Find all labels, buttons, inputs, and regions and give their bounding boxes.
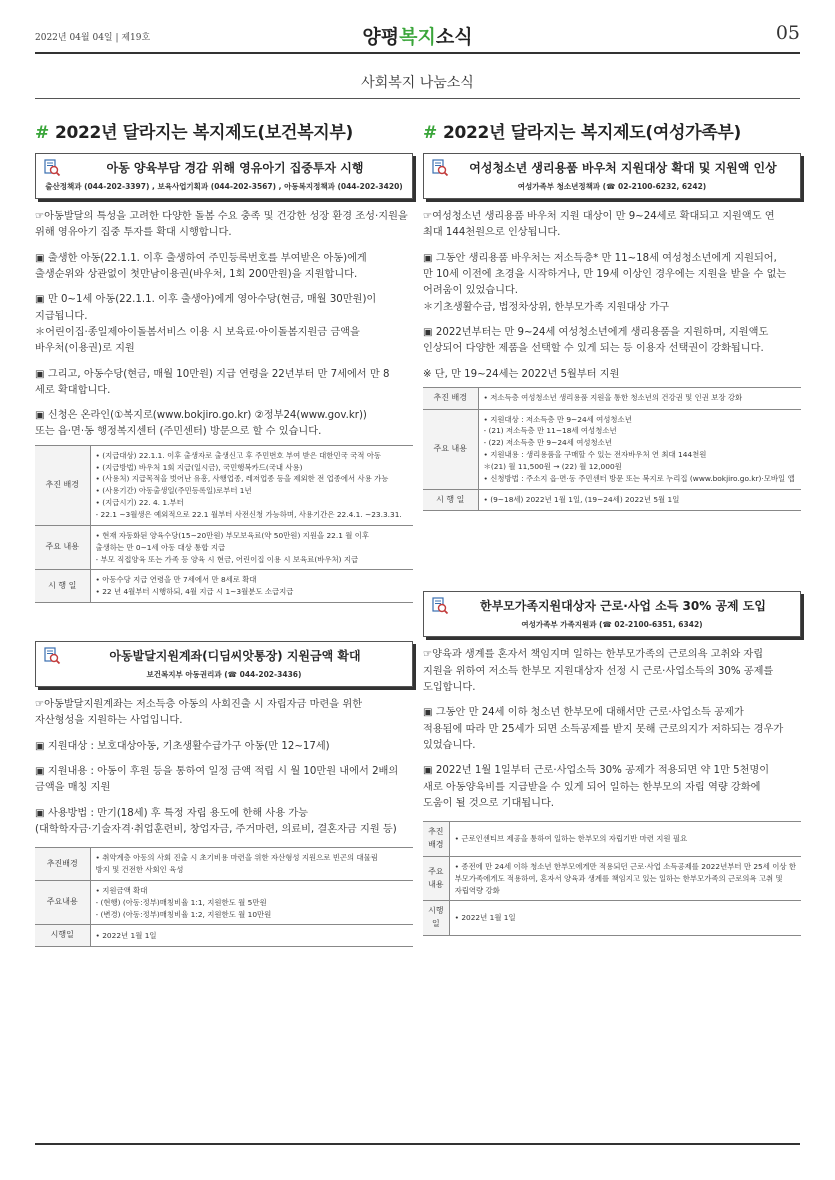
text-line: 또는 읍·면·동 행정복지센터 (주민센터) 방문으로 할 수 있습니다. bbox=[35, 426, 322, 438]
summary-table bbox=[423, 821, 801, 936]
right-headline-text: 2022년 달라지는 복지제도(여성가족부) bbox=[442, 123, 741, 143]
paragraph bbox=[35, 764, 413, 797]
paragraph bbox=[423, 209, 801, 242]
table-row bbox=[35, 525, 413, 570]
text-line: ※ 단, 만 19~24세는 2022년 5월부터 지원 bbox=[423, 368, 620, 380]
table-row bbox=[35, 880, 413, 925]
paragraph bbox=[35, 367, 413, 400]
row-header: 추진 배경 bbox=[423, 387, 478, 409]
table-line: 부모가족에게도 적용하여, 혼자서 양육과 생계를 책임지고 있는 일하는 한부모가족의 근로의욕 고취 및 bbox=[454, 873, 783, 883]
text-line: 새로 아동양육비를 지급받을 수 있게 되어 일하는 한부모의 자립 역량 강화에 bbox=[423, 781, 761, 793]
table-line: • 2022년 1월 1일 bbox=[95, 930, 157, 940]
text-line: ＊기초생활수급, 법정차상위, 한부모가족 지원대상 가구 bbox=[423, 301, 670, 313]
title-part-2: 복지 bbox=[399, 26, 436, 48]
text-line: ▣ 2022년 1월 1일부터 근로·사업소득 30% 공제가 적용되면 약 1만 5천명이 bbox=[423, 765, 770, 777]
text-line: 도움이 될 것으로 기대됩니다. bbox=[423, 797, 555, 809]
table-line: • 22 년 4월부터 시행하되, 4월 지급 시 1~3월분도 소급지급 bbox=[95, 587, 294, 597]
row-content bbox=[90, 925, 413, 947]
table-line: 방지 및 건전한 사회인 육성 bbox=[95, 865, 184, 875]
left-headline-text: 2022년 달라지는 복지제도(보건복지부) bbox=[54, 123, 353, 143]
section-label: 사회복지 나눔소식 bbox=[361, 75, 474, 91]
text-line: ▣ 2022년부터는 만 9~24세 여성청소년에게 생리용품을 지원하며, 지원액도 bbox=[423, 326, 769, 338]
table-row bbox=[423, 822, 801, 857]
table-line: • (지급방법) 바우처 1회 지급(일시금), 국민행복카드(국내 사용) bbox=[95, 462, 303, 472]
row-content bbox=[449, 901, 801, 936]
row-content bbox=[90, 848, 413, 881]
paragraph bbox=[35, 251, 413, 284]
article-contact: 여성가족부 청소년정책과 (☎ 02-2100-6232, 6242) bbox=[517, 182, 707, 191]
paragraph bbox=[423, 647, 801, 696]
text-line: 금액을 매칭 지원 bbox=[35, 782, 111, 794]
table-row bbox=[35, 925, 413, 947]
table-line: • 근로인센티브 제공을 통하여 일하는 한부모의 자립기반 마련 지원 필요 bbox=[454, 834, 688, 844]
table-line: - (변경) (아동:정부)매칭비율 1:2, 지원한도 월 10만원 bbox=[95, 909, 272, 919]
article-title: 아동 양육부담 경감 위해 영유아기 집중투자 시행 bbox=[106, 161, 364, 175]
table-line: • 신청방법 : 주소지 읍·면·동 주민센터 방문 또는 복지로 누리집 (www.bokjiro.go.kr)·모바일 앱 bbox=[483, 473, 795, 483]
text-line: ▣ 지원대상 : 보호대상아동, 기초생활수급가구 아동(만 12~17세) bbox=[35, 740, 330, 752]
article-title: 아동발달지원계좌(디딤씨앗통장) 지원금액 확대 bbox=[109, 649, 361, 664]
text-line: ▣ 사용방법 : 만기(18세) 후 특정 자립 용도에 한해 사용 가능 bbox=[35, 807, 309, 819]
article-body bbox=[35, 209, 413, 441]
text-line: 도입합니다. bbox=[423, 682, 476, 694]
table-line: • (사용기간) 아동출생일(주민등록일)로부터 1년 bbox=[95, 486, 252, 496]
article-title-box bbox=[423, 153, 801, 199]
row-content bbox=[478, 489, 801, 511]
table-row bbox=[35, 848, 413, 881]
title-part-3: 소식 bbox=[435, 26, 473, 48]
row-header: 추진배경 bbox=[35, 848, 90, 881]
paragraph bbox=[35, 739, 413, 755]
article-contact: 여성가족부 가족지원과 (☎ 02-2100-6351, 6342) bbox=[521, 620, 703, 630]
row-header: 시행일 bbox=[423, 901, 449, 936]
text-line: 위해 영유아기 집중 투자를 확대 시행합니다. bbox=[35, 227, 232, 239]
text-line: ＊어린이집·종일제아이돌봄서비스 이용 시 보육료·아이돌봄지원금 금액을 bbox=[35, 326, 360, 338]
text-line: 있었습니다. bbox=[423, 740, 476, 752]
text-line: ☞아동발달의 특성을 고려한 다양한 돌봄 수요 충족 및 건강한 성장 환경 조성·지원을 bbox=[35, 211, 408, 222]
row-content bbox=[90, 570, 413, 603]
table-line: - 22.1 ~3월생은 예외적으로 22.1 월부터 사전신청 가능하며, 사용기간은 22.4.1. ~23.3.31. bbox=[95, 509, 402, 519]
right-article-1 bbox=[423, 153, 801, 511]
text-line: ▣ 그동안 생리용품 바우처는 저소득층* 만 11~18세 여성청소년에게 지원되어, bbox=[423, 252, 777, 264]
table-line: • (9~18세) 2022년 1월 1일, (19~24세) 2022년 5월 1일 bbox=[483, 495, 680, 505]
footer-divider bbox=[35, 1143, 800, 1145]
paragraph bbox=[35, 209, 413, 242]
table-line: - (현행) (아동:정부)매칭비율 1:1, 지원한도 월 5만원 bbox=[95, 897, 267, 907]
text-line: 적용됨에 따라 만 25세가 되면 소득공제를 받지 못해 근로의지가 저하되는 경우가 bbox=[423, 723, 784, 735]
row-header: 주요 내용 bbox=[423, 409, 478, 489]
left-article-1 bbox=[35, 153, 413, 603]
text-line: ▣ 지원내용 : 아동이 후원 등을 통하여 일정 금액 적립 시 월 10만원 내에서 2배의 bbox=[35, 765, 399, 777]
row-content bbox=[90, 525, 413, 570]
text-line: ▣ 출생한 아동(22.1.1. 이후 출생하여 주민등록번호를 부여받은 아동)에게 bbox=[35, 252, 367, 264]
right-headline bbox=[423, 118, 801, 143]
table-line: - (22) 저소득층 만 9~24세 여성청소년 bbox=[483, 438, 612, 448]
table-row bbox=[423, 901, 801, 936]
table-line: • 저소득층 여성청소년 생리용품 지원을 통한 청소년의 건강권 및 인권 보장 강화 bbox=[483, 393, 743, 403]
text-line: 어려움이 있었습니다. bbox=[423, 285, 519, 297]
issue-date: 2022년 04월 04일 | 제19호 bbox=[35, 33, 151, 43]
left-headline bbox=[35, 118, 413, 143]
table-row bbox=[423, 409, 801, 489]
article-body bbox=[35, 697, 413, 838]
article-title-box bbox=[35, 641, 413, 687]
table-line: ＊(21) 월 11,500원 → (22) 월 12,000원 bbox=[483, 461, 622, 471]
table-row bbox=[423, 387, 801, 409]
article-title: 여성청소년 생리용품 바우처 지원대상 확대 및 지원액 인상 bbox=[469, 161, 777, 175]
summary-table bbox=[35, 847, 413, 947]
hash-mark: # bbox=[423, 123, 437, 143]
row-header: 주요내용 bbox=[35, 880, 90, 925]
table-line: - (21) 저소득층 만 11~18세 여성청소년 bbox=[483, 426, 617, 436]
text-line: 지급됩니다. bbox=[35, 310, 88, 322]
masthead bbox=[35, 18, 800, 54]
right-article-2 bbox=[423, 591, 801, 936]
table-row bbox=[423, 856, 801, 901]
table-row bbox=[423, 489, 801, 511]
text-line: 최대 144천원으로 인상됩니다. bbox=[423, 227, 561, 239]
left-column bbox=[35, 118, 413, 947]
magnifier-document-icon bbox=[431, 159, 449, 177]
summary-table bbox=[35, 445, 413, 603]
text-line: ☞아동발달지원계좌는 저소득층 아동의 사회진출 시 자립자금 마련을 위한 bbox=[35, 699, 363, 711]
table-line: • 지원대상 : 저소득층 만 9~24세 여성청소년 bbox=[483, 414, 632, 424]
right-column bbox=[423, 118, 801, 936]
article-title: 한부모가족지원대상자 근로·사업 소득 30% 공제 도입 bbox=[479, 599, 766, 614]
row-header: 시 행 일 bbox=[35, 570, 90, 603]
text-line: ▣ 신청은 온라인(①복지로(www.bokjiro.go.kr) ②정부24(www.gov.kr)) bbox=[35, 410, 367, 422]
table-line: • 지원금액 확대 bbox=[95, 885, 148, 895]
paragraph bbox=[423, 367, 801, 383]
table-line: - 부모 직접양육 또는 가족 등 양육 시 현금, 어린이집 이용 시 보육료(바우처) 지급 bbox=[95, 554, 359, 564]
left-article-2 bbox=[35, 641, 413, 947]
text-line: 세로 확대합니다. bbox=[35, 384, 111, 396]
table-line: • 아동수당 지급 연령을 만 7세에서 만 8세로 확대 bbox=[95, 575, 257, 585]
row-content bbox=[90, 445, 413, 525]
row-content bbox=[449, 822, 801, 857]
text-line: 만 10세 이전에 초경을 시작하거나, 만 19세 이상인 경우에는 지원을 받을 수 없는 bbox=[423, 268, 787, 280]
article-contact: 보건복지부 아동권리과 (☎ 044-202-3436) bbox=[146, 670, 302, 680]
paragraph bbox=[35, 806, 413, 839]
article-title-box bbox=[35, 153, 413, 199]
table-line: • 2022년 1월 1일 bbox=[454, 913, 516, 923]
table-line: • (지급시기) 22. 4. 1.부터 bbox=[95, 498, 184, 508]
row-content bbox=[478, 387, 801, 409]
text-line: ▣ 그리고, 아동수당(현금, 매월 10만원) 지급 연령을 22년부터 만 7세에서 만 8 bbox=[35, 368, 390, 380]
text-line: ▣ 그동안 만 24세 이하 청소년 한부모에 대해서만 근로·사업소득 공제가 bbox=[423, 707, 744, 719]
paragraph bbox=[423, 763, 801, 812]
text-line: ☞양육과 생계를 혼자서 책임지며 일하는 한부모가족의 근로의욕 고취와 자립 bbox=[423, 649, 764, 661]
text-line: 지원을 위하여 저소득 한부모 지원대상자 선정 시 근로·사업소득의 30% 공제를 bbox=[423, 665, 774, 677]
text-line: 바우처(이용권)로 지원 bbox=[35, 343, 135, 355]
article-body bbox=[423, 647, 801, 812]
table-line: 출생하는 만 0~1세 아동 대상 통합 지급 bbox=[95, 542, 226, 552]
text-line: 인상되어 다양한 제품을 선택할 수 있게 되는 등 이용자 선택권이 강화됩니다. bbox=[423, 343, 764, 355]
row-content bbox=[90, 880, 413, 925]
table-line: • (지급대상) 22.1.1. 이후 출생자로 출생신고 후 주민번호 부여 받은 대한민국 국적 아동 bbox=[95, 450, 381, 460]
text-line: (대학학자금·기술자격·취업훈련비, 창업자금, 주거마련, 의료비, 결혼자금 지원 등) bbox=[35, 823, 397, 835]
text-line: 자산형성을 지원하는 사업입니다. bbox=[35, 715, 183, 727]
table-row bbox=[35, 445, 413, 525]
magnifier-document-icon bbox=[431, 597, 449, 615]
row-content bbox=[478, 409, 801, 489]
row-header: 시 행 일 bbox=[423, 489, 478, 511]
row-header: 주요 내용 bbox=[35, 525, 90, 570]
text-line: ☞여성청소년 생리용품 바우처 지원 대상이 만 9~24세로 확대되고 지원액도 연 bbox=[423, 211, 775, 222]
text-line: ▣ 만 0~1세 아동(22.1.1. 이후 출생아)에게 영아수당(현금, 매월 30만원)이 bbox=[35, 294, 377, 306]
magnifier-document-icon bbox=[43, 159, 61, 177]
row-header: 시행일 bbox=[35, 925, 90, 947]
table-row bbox=[35, 570, 413, 603]
row-content bbox=[449, 856, 801, 901]
page-number: 05 bbox=[775, 22, 800, 44]
title-part-1: 양평 bbox=[362, 26, 400, 48]
section-divider bbox=[35, 98, 800, 99]
table-line: • 지원내용 : 생리용품을 구매할 수 있는 전자바우처 연 최대 144천원 bbox=[483, 450, 707, 460]
text-line: 출생순위와 상관없이 첫만남이용권(바우처, 1회 200만원)을 지원합니다. bbox=[35, 268, 358, 280]
table-line: • 현재 자동화된 양육수당(15~20만원) 부모보육료(약 50만원) 지원을 22.1 월 이후 bbox=[95, 530, 370, 540]
row-header: 추진배경 bbox=[423, 822, 449, 857]
paragraph bbox=[35, 292, 413, 357]
article-contact: 출산정책과 (044-202-3397) , 보육사업기획과 (044-202-3567) , 아동복지정책과 (044-202-3420) bbox=[45, 182, 403, 191]
paragraph bbox=[423, 705, 801, 754]
paragraph bbox=[35, 408, 413, 441]
paragraph bbox=[423, 251, 801, 316]
summary-table bbox=[423, 387, 801, 512]
table-line: • 종전에 만 24세 이하 청소년 한부모에게만 적용되던 근로·사업 소득공제를 2022년부터 만 25세 이상 한 bbox=[454, 861, 796, 871]
row-header: 추진 배경 bbox=[35, 445, 90, 525]
article-body bbox=[423, 209, 801, 383]
hash-mark: # bbox=[35, 123, 49, 143]
row-header: 주요내용 bbox=[423, 856, 449, 901]
paragraph bbox=[35, 697, 413, 730]
newsletter-title bbox=[35, 22, 800, 49]
table-line: • 취약계층 아동의 사회 진출 시 초기비용 마련을 위한 자산형성 지원으로 빈곤의 대물림 bbox=[95, 853, 378, 863]
table-line: • (사용처) 지급목적을 벗어난 유흥, 사행업종, 레저업종 등을 제외한 전 업종에서 사용 가능 bbox=[95, 474, 389, 484]
table-line: 자립역량 강화 bbox=[454, 885, 500, 895]
article-title-box bbox=[423, 591, 801, 637]
magnifier-document-icon bbox=[43, 647, 61, 665]
paragraph bbox=[423, 325, 801, 358]
